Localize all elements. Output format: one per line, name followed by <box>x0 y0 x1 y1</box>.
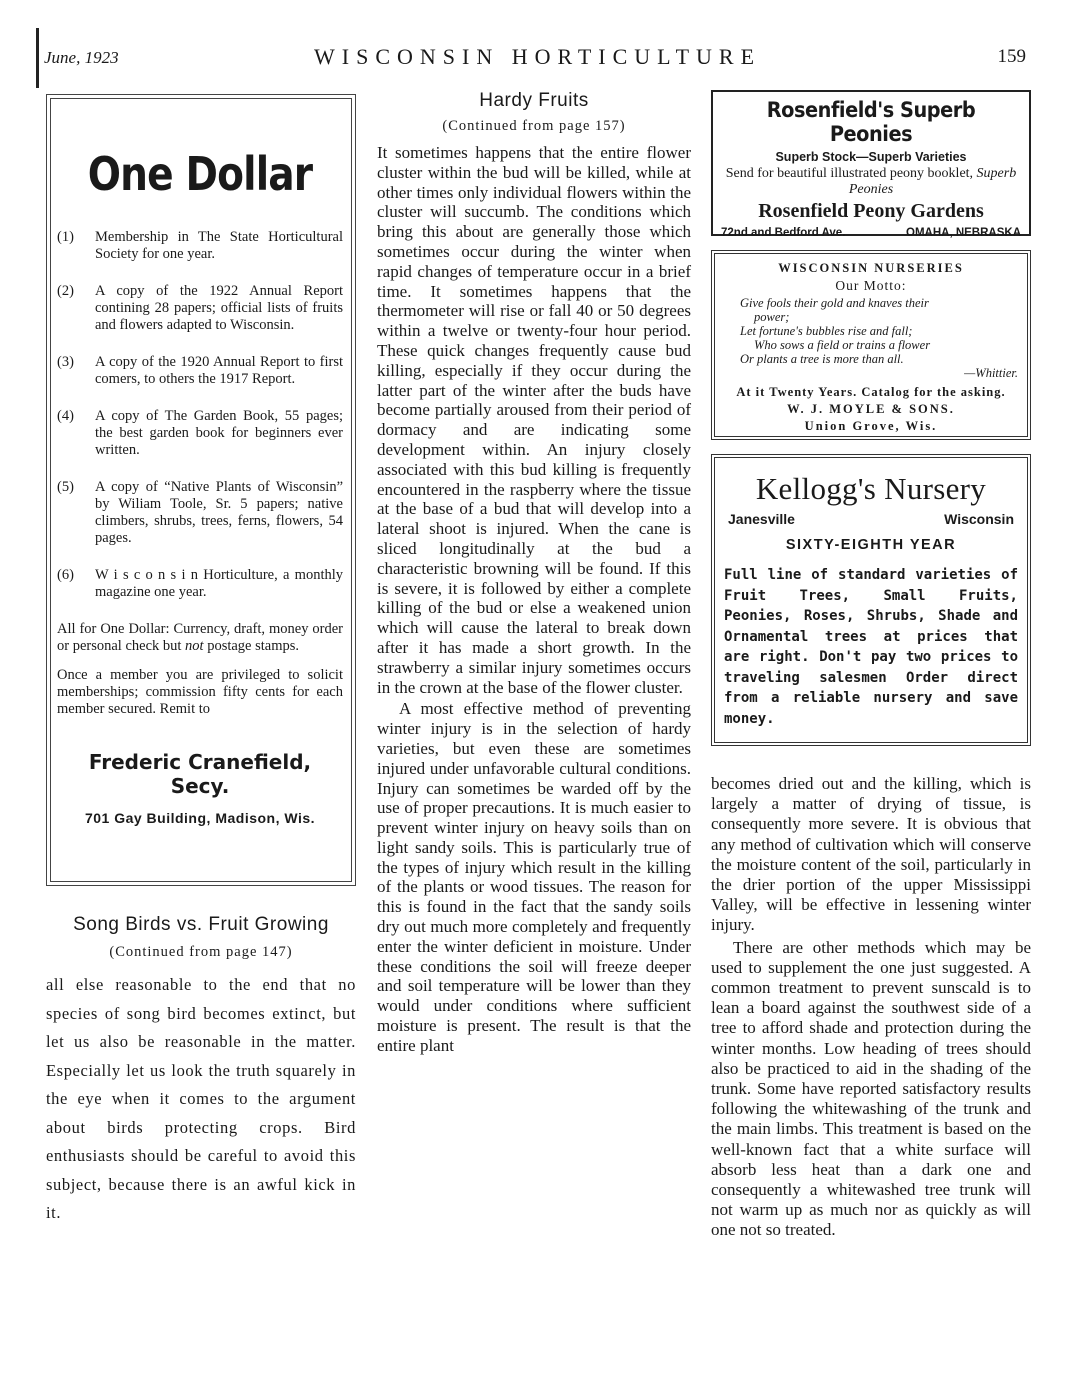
poem-attribution: —Whittier. <box>964 366 1018 380</box>
offer-item: (5) A copy of “Native Plants of Wisconsin” by Wiliam Toole, Sr. 5 papers; native climbers, shrubs, trees, ferns, flowers, 54 pages. <box>57 479 343 546</box>
rosenfield-title: Rosenfield's Superb Peonies <box>766 98 976 146</box>
secretary-address: 701 Gay Building, Madison, Wis. <box>84 810 316 826</box>
kelloggs-title: Kellogg's Nursery <box>755 471 987 506</box>
hardy-fruits-continued: (Continued from page 157) <box>442 118 626 134</box>
member-note: Once a member you are privileged to solicit memberships; commission fifty cents for each member secured. Remit to <box>57 667 343 717</box>
offer-item: (2) A copy of the 1922 Annual Report contining 28 papers; official lists of fruits and flowers adapted to Wisconsin. <box>57 283 343 333</box>
page-header <box>44 44 1034 74</box>
page-edge-mark <box>36 28 39 88</box>
hardy-fruits-paragraph: There are other methods which may be used to supplement the one just suggested. A common treatment to prevent sunscald is to lean a board against the southwest side of a tree to afford shade and protection during the winter months. Low heading of trees should also be practiced to aid in the shading of the trunk. Some have reported satisfactory results following the whitewashing of the trunk and the main limbs. This treatment is based on the well-known fact that a white surface will absorb less heat than a dark one and consequently a whitewashed tree trunk will not warm up as much nor as quickly as will one not so treated. <box>711 937 1031 1240</box>
kelloggs-body: Full line of standard varieties of Fruit Trees, Small Fruits, Peonies, Roses, Shrubs, Shade and Ornamental trees at prices that are right. Don't pay two prices to traveling salesmen Order direct from a reliable nursery and save money. <box>724 567 1018 727</box>
nurseries-catalog-line: At it Twenty Years. Catalog for the asking. <box>736 385 1006 399</box>
nurseries-title: WISCONSIN NURSERIES <box>778 261 964 275</box>
secretary-name: Frederic Cranefield, Secy. <box>88 750 312 798</box>
nurseries-location: Union Grove, Wis. <box>804 419 938 433</box>
rosenfield-subtitle: Superb Stock—Superb Varieties <box>775 150 967 164</box>
rosenfield-name: Rosenfield Peony Gardens <box>758 200 984 222</box>
wisconsin-nurseries-ad <box>711 250 1031 440</box>
rosenfield-ad <box>711 90 1031 239</box>
hardy-fruits-paragraph: It sometimes happens that the entire flower cluster within the bud will be killed, while at other times only individual flowers within the cluster will succumb. The conditions which bring this about are generally those which sometimes occur during the winter when rapid changes of temperature occur in a brief time. It sometimes happens that the thermometer will rise or fall 40 or 50 degrees within a twelve or twenty-four hour period. These quick changes frequently cause bud killing, especially if they occur during the latter part of the winter after the buds have become partially aroused from their period of dormacy and are indicating some development within. An injury closely associated with this bud killing is frequently encountered in the raspberry where the tissue at the base of a bud that will develop into a lateral shoot is injured. When the cane is sliced longitudinally at the bud a characteristic browning will be found. If this is severe, it is followed by either a complete killing of the bud or else a weakened union which will cause the lateral to break down after it has made a short growth. In the strawberry a similar injury sometimes occurs in the crown at the base of the flower cluster. <box>377 143 691 697</box>
nurseries-motto: Our Motto: <box>835 278 907 293</box>
hardy-fruits-paragraph: becomes dried out and the killing, which is largely a matter of drying of tissue, is consequently more severe. It is obvious that any method of cultivation which will conserve the moisture content of the soil, particularly in the drier portion of the upper Mississippi Valley, will be effective in lessening winter injury. <box>711 774 1031 935</box>
offer-item: (4) A copy of The Garden Book, 55 pages; the best garden book for beginners ever written. <box>57 408 343 458</box>
magazine-title: WISCONSIN HORTICULTURE <box>314 44 762 69</box>
offer-item: (1) Membership in The State Horticultural Society for one year. <box>57 229 343 262</box>
kelloggs-year: SIXTY-EIGHTH YEAR <box>785 537 957 553</box>
right-column <box>711 90 1031 1241</box>
offer-item: (6) W i s c o n s i n Horticulture, a monthly magazine one year. <box>57 567 343 600</box>
payment-note: All for One Dollar: Currency, draft, money order or personal check but not postage stamps. <box>57 621 343 654</box>
song-birds-text: all else reasonable to the end that no species of song bird becomes extinct, but let us also be reasonable in the matter. Especially let us look the truth squarely in the eye when it comes to the argument about birds protecting crops. Bird enthusiasts should be careful to avoid this subject, because there is an awful kick in it. <box>46 975 356 1222</box>
song-birds-continued: (Continued from page 147) <box>109 944 293 960</box>
offer-item: (3) A copy of the 1920 Annual Report to first comers, to others the 1917 Report. <box>57 354 343 387</box>
page-number: 159 <box>997 46 1026 67</box>
one-dollar-title: One Dollar <box>87 147 313 201</box>
nurseries-company: W. J. MOYLE & SONS. <box>787 402 955 416</box>
issue-date: June, 1923 <box>44 48 119 67</box>
one-dollar-box <box>46 94 356 886</box>
rosenfield-address: 72nd and Bedford Ave. OMAHA, NEBRASKA <box>721 227 1021 239</box>
song-birds-heading: Song Birds vs. Fruit Growing <box>73 914 329 935</box>
kelloggs-nursery-ad <box>711 454 1031 746</box>
left-column <box>46 94 356 1228</box>
hardy-fruits-heading: Hardy Fruits <box>479 90 589 111</box>
kelloggs-location: Janesville Wisconsin <box>728 511 1014 527</box>
rosenfield-offer: Send for beautiful illustrated peony booklet, Superb Peonies <box>725 166 1017 197</box>
hardy-fruits-continuation <box>711 774 1031 1241</box>
hardy-fruits-paragraph: A most effective method of preventing winter injury is in the selection of hardy varieties, but even these are sometimes injured under unfavorable cultural conditions. Injury can sometimes be warded off by the use of proper precautions. It is much easier to prevent winter injury on heavy soils than on light sandy soils. This is particularly true of the types of injury which result in the killing of the plants or wood tissues. The reason for this is found in the fact that the sandy soils dry out much more completely and frequently enter the winter deficient in moisture. Under these conditions the soil will freeze deeper and soil temperature will be lower than they would under conditions where sufficient moisture is present. The result is that the entire plant <box>377 699 691 1055</box>
middle-column <box>377 90 691 1056</box>
nurseries-poem: Give fools their gold and knaves their power; Let fortune's bubbles rise and fall; Who sows a field or trains a flower Or plants a tree is more than all. <box>740 296 931 366</box>
